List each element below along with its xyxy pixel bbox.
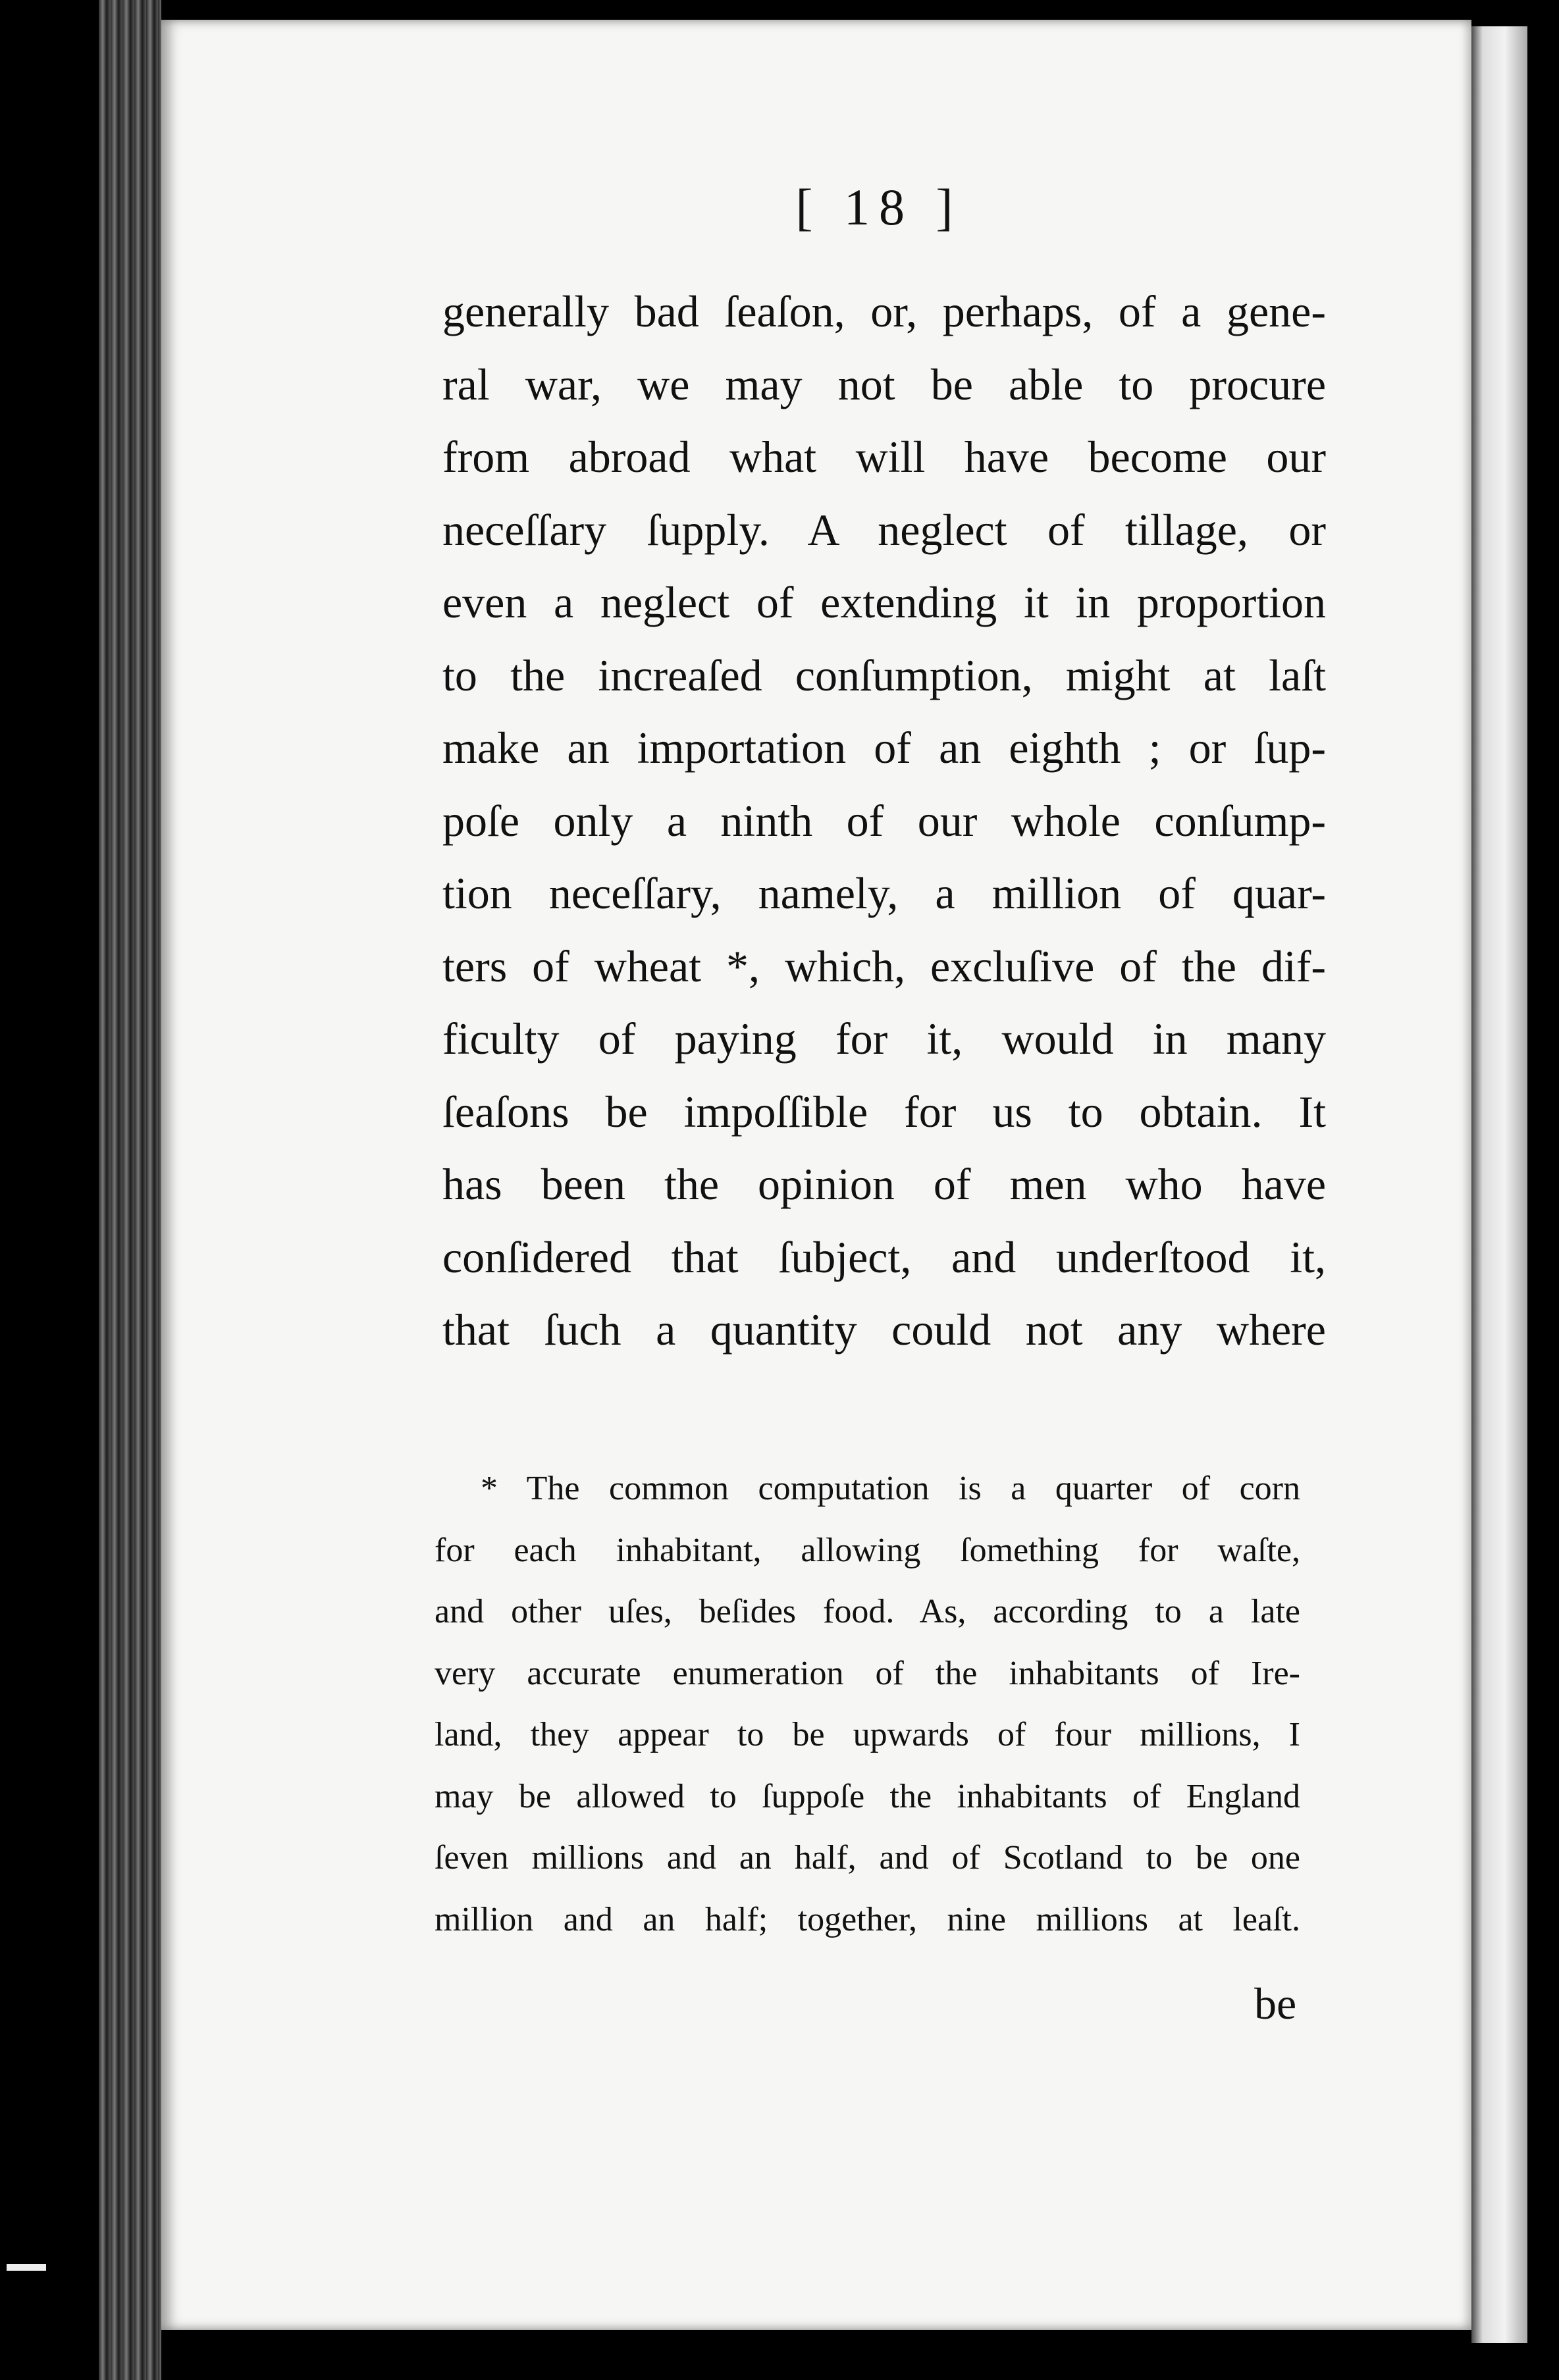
body-line: ral war, we may not be able to procure [442,359,1326,409]
body-line: has been the opinion of men who have [442,1159,1326,1209]
book-spine [99,0,161,2380]
body-line: from abroad what will have become our [442,432,1326,482]
body-line: poſe only a ninth of our whole conſump- [442,795,1326,846]
footnote-line: and other uſes, beſides food. As, according to a late [435,1593,1300,1630]
body-line: neceſſary ſupply. A neglect of tillage, or [442,504,1326,555]
body-line: tion neceſſary, namely, a million of quar- [442,868,1326,918]
body-line: generally bad ſeaſon, or, perhaps, of a gene- [442,286,1326,336]
footnote-line: million and an half; together, nine millions at leaſt. [435,1900,1300,1938]
footnote-line: * The common computation is a quarter of corn [481,1470,1300,1507]
body-line: make an importation of an eighth ; or ſup- [442,723,1326,773]
body-line: to the increaſed conſumption, might at laſt [442,650,1326,700]
footnote [435,1458,1300,1950]
body-line: even a neglect of extending it in proportion [442,577,1326,627]
body-line: ficulty of paying for it, would in many [442,1014,1326,1064]
footnote-line: may be allowed to ſuppoſe the inhabitants of England [435,1777,1300,1815]
footnote-line: land, they appear to be upwards of four millions, I [435,1716,1300,1753]
footnote-line: ſeven millions and an half, and of Scotland to be one [435,1839,1300,1876]
body-line: conſidered that ſubject, and underſtood it, [442,1231,1326,1282]
next-page-edge [1471,26,1527,2343]
body-line: ſeaſons be impoſſible for us to obtain. It [442,1086,1326,1137]
page-number-header: [ 18 ] [795,178,963,236]
footnote-line: very accurate enumeration of the inhabitants of Ire- [435,1654,1300,1692]
catchword: be [1254,1979,1297,2029]
scan-artifact [7,2264,46,2271]
body-line: ters of wheat *, which, excluſive of the dif- [442,941,1326,991]
body-line: that ſuch a quantity could not any where [442,1305,1326,1355]
body-text [442,275,1326,1366]
footnote-line: for each inhabitant, allowing ſomething for waſte, [435,1531,1300,1569]
